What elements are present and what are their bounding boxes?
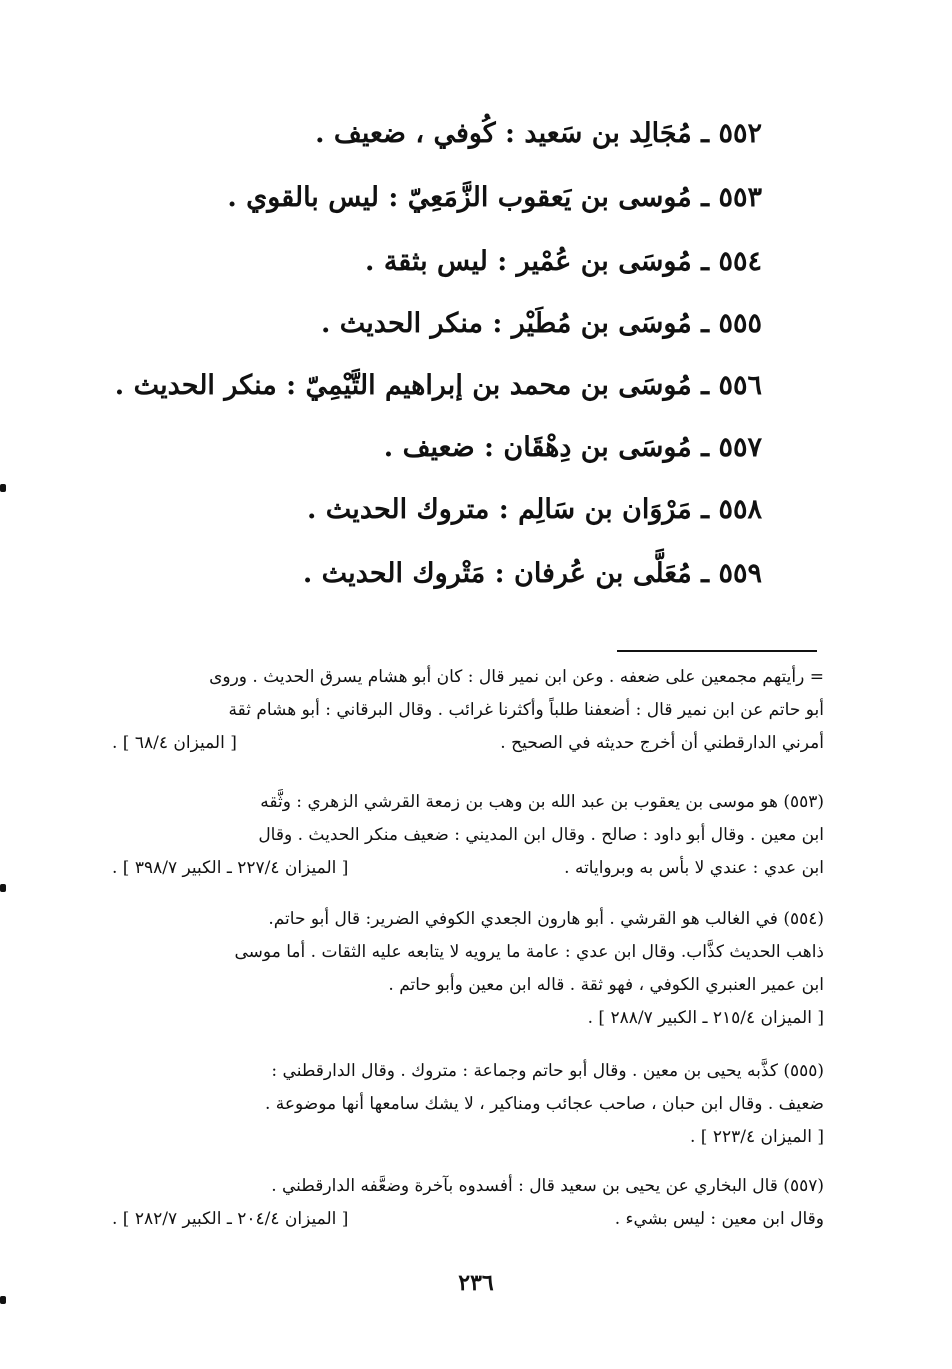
footnote-reference: [ الميزان ٢٢٧/٤ ـ الكبير ٣٩٨/٧ ] . xyxy=(112,858,349,878)
footnote-line: (٥٥٣) هو موسى بن يعقوب بن عبد الله بن وهب بن زمعة القرشي الزهري : وثَّقه xyxy=(260,792,824,812)
entry-557: ٥٥٧ ـ مُوسَى بن دِهْقَان : ضعيف . xyxy=(383,432,762,463)
binding-hole-mark xyxy=(0,884,6,892)
footnote-554 xyxy=(112,903,824,1035)
footnote-text: ابن عدي : عندي لا بأس به وبرواياته . xyxy=(564,858,824,878)
entry-556: ٥٥٦ ـ مُوسَى بن محمد بن إبراهيم التَّيْمِيّ : منكر الحديث . xyxy=(114,370,762,401)
entry-552: ٥٥٢ ـ مُجَالِد بن سَعيد : كُوفي ، ضعيف . xyxy=(315,118,762,149)
footnote-line xyxy=(112,727,824,760)
footnote-line: أبو حاتم عن ابن نمير قال : أضعفنا طلباً وأكثرنا غرائب . وقال البرقاني : أبو هشام ثقة xyxy=(228,700,824,720)
footnote-separator xyxy=(617,650,817,652)
footnote-reference: [ الميزان ٢١٥/٤ ـ الكبير ٢٨٨/٧ ] . xyxy=(587,1008,824,1028)
binding-hole-mark xyxy=(0,1296,6,1304)
footnote-reference: [ الميزان ٢٢٣/٤ ] . xyxy=(690,1127,824,1147)
footnote-text: وقال ابن معين : ليس بشيء . xyxy=(614,1209,824,1229)
footnote-text: أمرني الدارقطني أن أخرج حديثه في الصحيح . xyxy=(500,733,824,753)
footnote-line: = رأيتهم مجمعين على ضعفه . وعن ابن نمير قال : كان أبو هشام يسرق الحديث . وروى xyxy=(209,667,824,687)
footnote-line: (٥٥٥) كذَّبه يحيى بن معين . وقال أبو حاتم وجماعة : متروك . وقال الدارقطني : xyxy=(271,1061,824,1081)
footnote-line: (٥٥٧) قال البخاري عن يحيى بن سعيد قال : أفسدوه بآخرة وضعَّفه الدارقطني . xyxy=(271,1176,824,1196)
footnote-555 xyxy=(112,1055,824,1154)
footnote-line: ذاهب الحديث كذَّاب. وقال ابن عدي : عامة ما يرويه لا يتابعه عليه الثقات . أما موسى xyxy=(234,942,824,962)
footnote-continued xyxy=(112,661,824,760)
footnote-line: ضعيف . وقال ابن حبان ، صاحب عجائب ومناكير ، لا يشك سامعها أنها موضوعة . xyxy=(264,1094,824,1114)
footnote-line: (٥٥٤) في الغالب هو القرشي . أبو هارون الجعدي الكوفي الضرير: قال أبو حاتم. xyxy=(268,909,824,929)
footnote-line xyxy=(112,1203,824,1236)
footnote-line xyxy=(112,852,824,885)
footnote-line: ابن معين . وقال أبو داود : صالح . وقال ابن المديني : ضعيف منكر الحديث . وقال xyxy=(258,825,824,845)
entry-558: ٥٥٨ ـ مَرْوَان بن سَالِم : متروك الحديث . xyxy=(307,494,762,525)
footnote-line: ابن عمير العنبري الكوفي ، فهو ثقة . قاله ابن معين وأبو حاتم . xyxy=(388,975,824,995)
footnote-reference: [ الميزان ٢٠٤/٤ ـ الكبير ٢٨٢/٧ ] . xyxy=(112,1209,349,1229)
entry-559: ٥٥٩ ـ مُعَلَّى بن عُرفان : مَتْروك الحديث . xyxy=(302,558,762,589)
binding-hole-mark xyxy=(0,484,6,492)
page-number: ٢٣٦ xyxy=(458,1270,494,1296)
entry-554: ٥٥٤ ـ مُوسَى بن عُمْير : ليس بثقة . xyxy=(365,246,762,277)
footnote-557 xyxy=(112,1170,824,1236)
entry-555: ٥٥٥ ـ مُوسَى بن مُطَيْر : منكر الحديث . xyxy=(320,308,762,339)
footnote-553 xyxy=(112,786,824,885)
entry-553: ٥٥٣ ـ مُوسى بن يَعقوب الزَّمَعِيّ : ليس بالقوي . xyxy=(227,182,762,213)
footnote-reference: [ الميزان ٦٨/٤ ] . xyxy=(112,733,237,753)
